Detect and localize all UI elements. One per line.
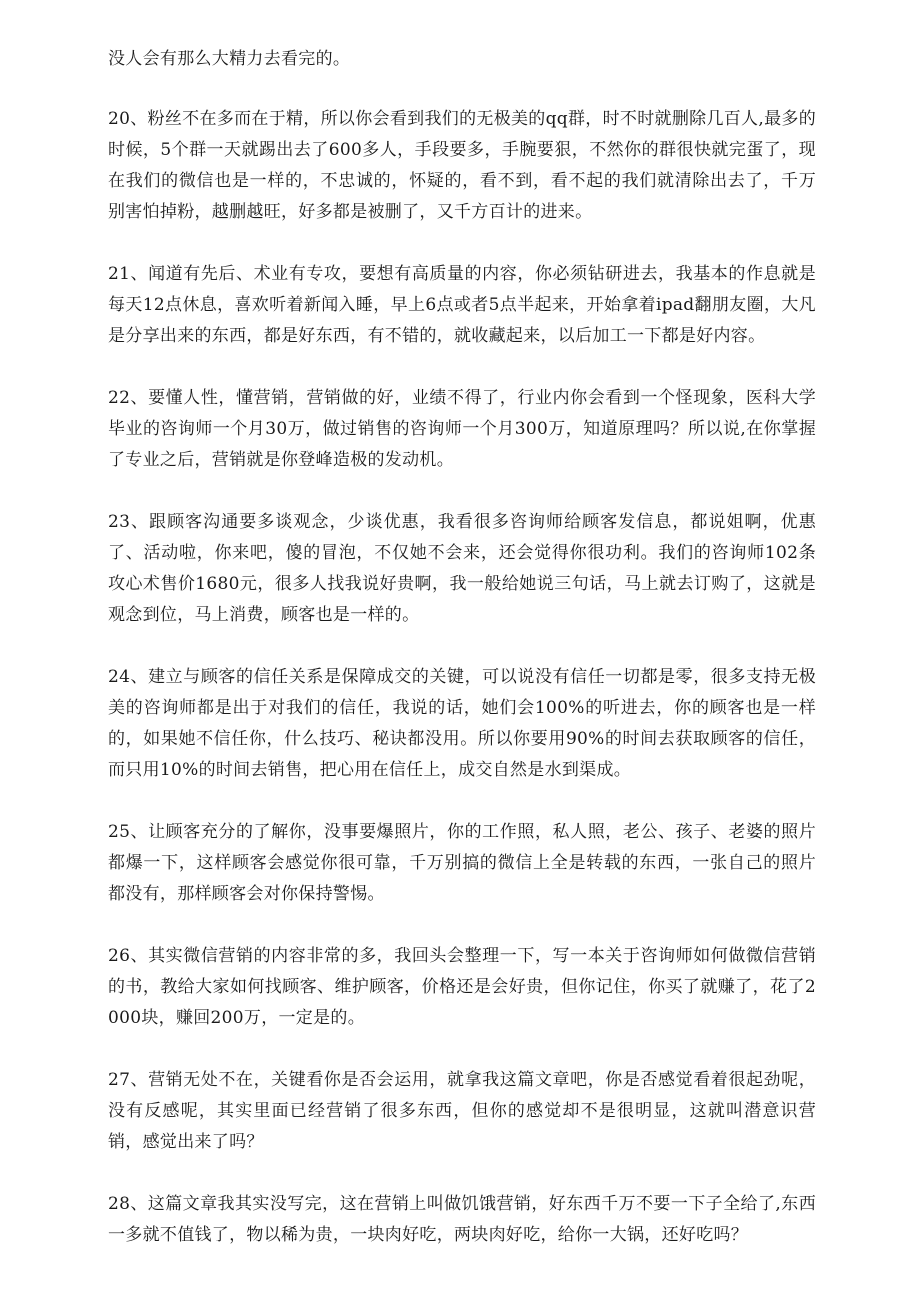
- paragraph-item-21: 21、闻道有先后、术业有专攻，要想有高质量的内容，你必须钻研进去，我基本的作息就是每天12点休息，喜欢听着新闻入睡，早上6点或者5点半起来，开始拿着ipad翻朋友圈，大凡是分享出来的东西，都是好东西，有不错的，就收藏起来，以后加工一下都是好内容。: [108, 264, 816, 346]
- document-body: [108, 44, 816, 1282]
- paragraph-item-28: 28、这篇文章我其实没写完，这在营销上叫做饥饿营销，好东西千万不要一下子全给了,东西一多就不值钱了，物以稀为贵，一块肉好吃，两块肉好吃，给你一大锅，还好吃吗？: [108, 1194, 816, 1245]
- paragraph-item-27: 27、营销无处不在，关键看你是否会运用，就拿我这篇文章吧，你是否感觉看着很起劲呢，没有反感呢，其实里面已经营销了很多东西，但你的感觉却不是很明显，这就叫潜意识营销，感觉出来了吗？: [108, 1070, 816, 1152]
- paragraph-continuation: 没人会有那么大精力去看完的。: [108, 49, 351, 69]
- paragraph-item-22: 22、要懂人性，懂营销，营销做的好，业绩不得了，行业内你会看到一个怪现象，医科大学毕业的咨询师一个月30万，做过销售的咨询师一个月300万，知道原理吗？所以说,在你掌握了专业之后，营销就是你登峰造极的发动机。: [108, 388, 816, 470]
- paragraph-item-24: 24、建立与顾客的信任关系是保障成交的关键，可以说没有信任一切都是零，很多支持无极美的咨询师都是出于对我们的信任，我说的话，她们会100%的听进去，你的顾客也是一样的，如果她不信任你，什么技巧、秘诀都没用。所以你要用90%的时间去获取顾客的信任，而只用10%的时间去销售，把心用在信任上，成交自然是水到渠成。: [108, 667, 816, 780]
- paragraph-item-26: 26、其实微信营销的内容非常的多，我回头会整理一下，写一本关于咨询师如何做微信营销的书，教给大家如何找顾客、维护顾客，价格还是会好贵，但你记住，你买了就赚了，花了2000块，赚回200万，一定是的。: [108, 946, 816, 1028]
- paragraph-item-25: 25、让顾客充分的了解你，没事要爆照片，你的工作照，私人照，老公、孩子、老婆的照片都爆一下，这样顾客会感觉你很可靠，千万别搞的微信上全是转载的东西，一张自己的照片都没有，那样顾客会对你保持警惕。: [108, 822, 816, 904]
- paragraph-item-23: 23、跟顾客沟通要多谈观念，少谈优惠，我看很多咨询师给顾客发信息，都说姐啊，优惠了、活动啦，你来吧，傻的冒泡，不仅她不会来，还会觉得你很功利。我们的咨询师102条攻心术售价1680元，很多人找我说好贵啊，我一般给她说三句话，马上就去订购了，这就是观念到位，马上消费，顾客也是一样的。: [108, 512, 816, 625]
- paragraph-item-20: 20、粉丝不在多而在于精，所以你会看到我们的无极美的qq群，时不时就删除几百人,最多的时候，5个群一天就踢出去了600多人，手段要多，手腕要狠，不然你的群很快就完蛋了，现在我们的微信也是一样的，不忠诚的，怀疑的，看不到，看不起的我们就清除出去了，千万别害怕掉粉，越删越旺，好多都是被删了，又千方百计的进来。: [108, 109, 816, 222]
